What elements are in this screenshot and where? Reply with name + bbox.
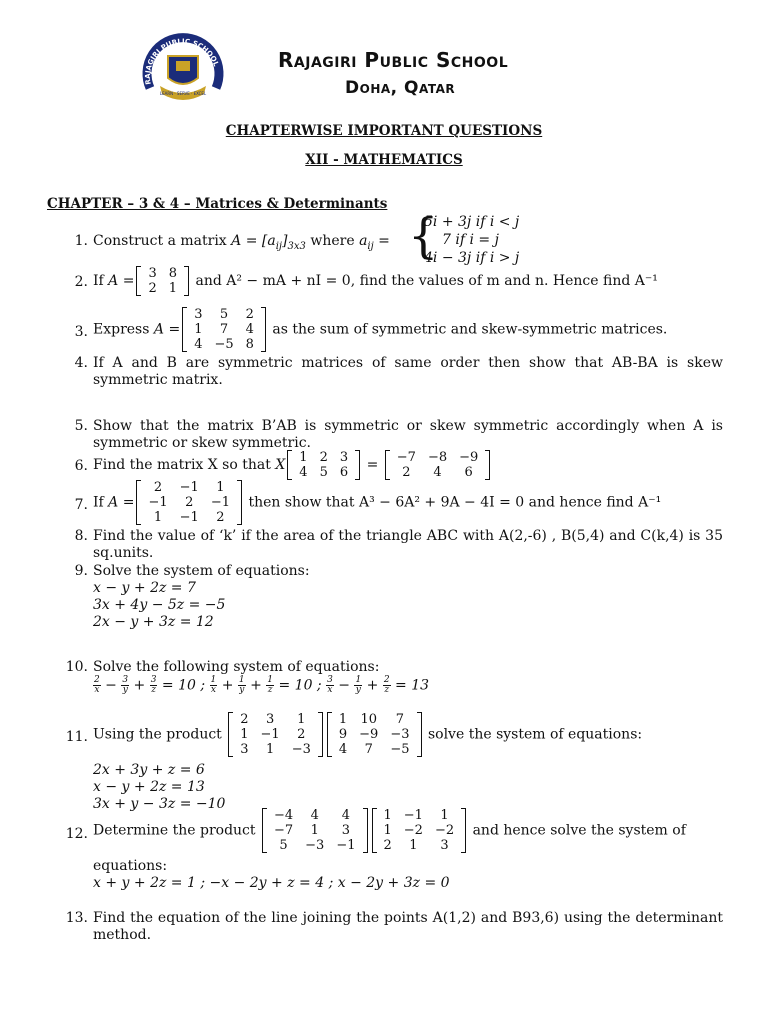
equation: 3x + y − 3z = −10 bbox=[93, 796, 226, 812]
matrix: 2 3 1 1 −1 2 3 1 −3 bbox=[228, 712, 323, 757]
question-number: 5. bbox=[74, 418, 88, 434]
question-11: Using the product 2 3 1 1 −1 2 3 1 −3 1 10 7 9 −9 −3 4 7 −5 solve the system of equations: bbox=[93, 712, 643, 757]
matrix: 1 −1 1 1 −2 −2 2 1 3 bbox=[372, 808, 467, 853]
question-number: 4. bbox=[74, 355, 88, 371]
svg-text:LEARN · SERVE · EXCEL: LEARN · SERVE · EXCEL bbox=[159, 91, 207, 96]
matrix: 2 −1 1 −1 2 −1 1 −1 2 bbox=[136, 480, 242, 525]
equation: x − y + 2z = 13 bbox=[93, 779, 205, 795]
equation: x + y + 2z = 1 ; −x − 2y + z = 4 ; x − 2y + 3z = 0 bbox=[93, 875, 450, 891]
doc-title: CHAPTERWISE IMPORTANT QUESTIONS bbox=[225, 123, 543, 139]
chapter-heading: CHAPTER – 3 & 4 – Matrices & Determinants bbox=[47, 196, 388, 212]
equation: 2x + 3y + z = 6 bbox=[93, 762, 205, 778]
question-9: Solve the system of equations: bbox=[93, 563, 310, 579]
matrix: −7 −8 −9 2 4 6 bbox=[385, 450, 491, 480]
question-number: 8. bbox=[74, 528, 88, 544]
school-logo bbox=[138, 28, 228, 106]
matrix: −4 4 4 −7 1 3 5 −3 −1 bbox=[262, 808, 368, 853]
question-6: Find the matrix X so that X 1 2 3 4 5 6 = −7 −8 −9 2 4 6 bbox=[93, 450, 492, 480]
question-number: 9. bbox=[74, 563, 88, 579]
question-number: 1. bbox=[74, 233, 88, 249]
svg-text:RAJAGIRI PUBLIC SCHOOL: RAJAGIRI PUBLIC SCHOOL bbox=[143, 37, 221, 86]
school-city: Doha, Qatar bbox=[345, 78, 456, 98]
question-2: If A = 3 8 2 1 and A² − mA + nI = 0, find the values of m and n. Hence find A⁻¹ bbox=[93, 266, 658, 296]
question-number: 12. bbox=[65, 826, 88, 842]
question-1: Construct a matrix $A = [a_{ij}]_{3x3}$ where $a_{ij}$ = bbox=[93, 233, 390, 252]
question-number: 7. bbox=[74, 497, 88, 513]
matrix: 3 5 2 1 7 4 4 −5 8 bbox=[182, 307, 266, 352]
question-12-cont: equations: bbox=[93, 858, 168, 874]
case-1: 5i + 3j if i < j bbox=[424, 214, 520, 230]
case-3: 4i − 3j if i > j bbox=[424, 250, 520, 266]
matrix: 1 10 7 9 −9 −3 4 7 −5 bbox=[327, 712, 422, 757]
question-number: 10. bbox=[65, 659, 88, 675]
question-3: Express A = 3 5 2 1 7 4 4 −5 8 as the sum of symmetric and skew-symmetric matrices. bbox=[93, 307, 668, 352]
question-number: 2. bbox=[74, 274, 88, 290]
matrix: 1 2 3 4 5 6 bbox=[287, 450, 360, 480]
case-2: 7 if i = j bbox=[442, 232, 499, 248]
equation: x − y + 2z = 7 bbox=[93, 580, 196, 596]
equation-set: $\frac{2}{x}$ − $\frac{3}{y}$ + $\frac{3}{z}$ = 10 ; $\frac{1}{x}$ + $\frac{1}{y}$ + $\frac{1}{z}$ = 10 ; $\frac{3}{x}$ − $\frac{1}{y}$ + $\frac{2}{z}$ = 13 bbox=[94, 675, 430, 695]
question-8: Find the value of ‘k’ if the area of the triangle ABC with A(2,-6) , B(5,4) and C(k,4) is 35 sq.units. bbox=[93, 528, 723, 561]
question-13: Find the equation of the line joining the points A(1,2) and B93,6) using the determinant method. bbox=[93, 910, 723, 943]
doc-subject: XII - MATHEMATICS bbox=[305, 152, 463, 168]
piecewise-brace: { bbox=[408, 208, 439, 264]
question-number: 13. bbox=[65, 910, 88, 926]
equation: 3x + 4y − 5z = −5 bbox=[93, 597, 226, 613]
question-7: If A = 2 −1 1 −1 2 −1 1 −1 2 then show that A³ − 6A² + 9A − 4I = 0 and hence find A⁻¹ bbox=[93, 480, 662, 525]
question-4: If A and B are symmetric matrices of same order then show that AB-BA is skew symmetric matrix. bbox=[93, 355, 723, 388]
school-name: Rajagiri Public School bbox=[278, 48, 509, 72]
question-10: Solve the following system of equations: bbox=[93, 659, 380, 675]
question-number: 11. bbox=[65, 729, 88, 745]
question-5: Show that the matrix B’AB is symmetric or skew symmetric accordingly when A is symmetric or skew symmetric. bbox=[93, 418, 723, 451]
equation: 2x − y + 3z = 12 bbox=[93, 614, 214, 630]
question-12: Determine the product −4 4 4 −7 1 3 5 −3 −1 1 −1 1 1 −2 −2 2 1 3 and hence solve the system of bbox=[93, 808, 686, 853]
matrix: 3 8 2 1 bbox=[136, 266, 189, 296]
question-number: 3. bbox=[74, 324, 88, 340]
question-number: 6. bbox=[74, 458, 88, 474]
